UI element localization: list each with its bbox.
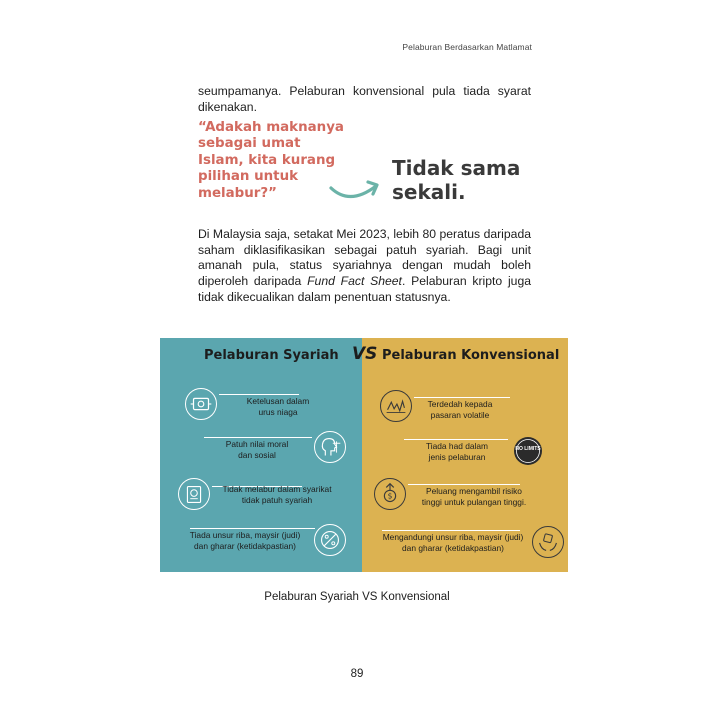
item-line-text: Mengandungi unsur riba, maysir (judi) <box>382 532 524 542</box>
body-line: tidak dikecualikan dalam penentuan statusnya. <box>198 289 451 304</box>
item-line-text: pasaran volatile <box>430 409 490 420</box>
divider-line <box>414 397 510 398</box>
body-line: amanah pula, status syariahnya dengan mudah boleh <box>198 258 531 273</box>
divider-line <box>404 439 508 440</box>
intro-paragraph <box>198 84 531 115</box>
item-line-text: Terdedah kepada <box>427 399 493 409</box>
risk-coin-icon <box>374 478 406 510</box>
syariah-item-text <box>202 439 312 460</box>
item-line-text: Ketelusan dalam <box>246 396 310 406</box>
no-limits-badge-text: NO LIMITS <box>515 446 541 452</box>
item-line-text: dan gharar (ketidakpastian) <box>194 540 296 551</box>
figure-caption: Pelaburan Syariah VS Konvensional <box>264 591 450 603</box>
fund-fact-sheet-term: Fund Fact Sheet <box>307 274 402 289</box>
konvensional-panel <box>362 338 568 572</box>
vs-label: VS <box>352 344 378 364</box>
approved-document-icon <box>178 478 210 510</box>
quote-line: melabur?” <box>198 185 277 201</box>
gambling-hands-icon <box>532 526 564 558</box>
item-line-text: Tidak melabur dalam syarikat <box>222 484 332 494</box>
item-line-text: tidak patuh syariah <box>241 494 313 505</box>
syariah-item-text <box>228 396 328 417</box>
konvensional-item-text <box>406 486 542 507</box>
no-limits-icon <box>512 435 544 467</box>
page-number: 89 <box>350 668 364 680</box>
answer-line: sekali. <box>392 180 466 204</box>
intro-line: seumpamanya. Pelaburan konvensional pula tiada syarat <box>198 84 531 98</box>
item-line-text: dan gharar (ketidakpastian) <box>402 542 504 553</box>
konvensional-item-text <box>418 399 502 420</box>
item-line-text: Tiada had dalam <box>425 441 489 451</box>
body-text: diperoleh daripada <box>198 274 308 289</box>
divider-line <box>382 530 520 531</box>
syariah-panel-title: Pelaburan Syariah <box>204 348 339 363</box>
money-icon <box>185 388 217 420</box>
item-line-text: Peluang mengambil risiko <box>426 486 522 496</box>
syariah-panel <box>160 338 362 572</box>
syariah-item-text <box>212 484 342 505</box>
comparison-infographic <box>160 338 568 572</box>
item-line-text: jenis pelaburan <box>428 451 486 462</box>
answer-heading <box>392 156 520 204</box>
konvensional-item-text <box>412 441 502 462</box>
divider-line <box>219 394 299 395</box>
running-header: Pelaburan Berdasarkan Matlamat <box>402 42 532 52</box>
body-line: saham diklasifikasikan sebagai patuh syariah. Bagi unit <box>198 242 531 257</box>
body-paragraph <box>198 227 531 306</box>
body-text: . Pelaburan kripto juga <box>401 274 531 289</box>
item-line-text: Patuh nilai moral <box>225 439 289 449</box>
item-line-text: urus niaga <box>258 406 298 417</box>
quote-line: sebagai umat <box>198 136 301 152</box>
konvensional-panel-title: Pelaburan Konvensional <box>382 348 560 363</box>
quote-line: pilihan untuk <box>198 169 299 185</box>
body-line: Di Malaysia saja, setakat Mei 2023, lebih 80 peratus daripada <box>198 227 531 241</box>
divider-line <box>204 437 312 438</box>
item-line-text: tinggi untuk pulangan tinggi. <box>421 496 527 507</box>
quote-line: “Adakah maknanya <box>198 120 344 135</box>
curved-arrow-icon <box>328 176 382 202</box>
intro-line: dikenakan. <box>198 99 257 114</box>
divider-line <box>190 528 315 529</box>
volatile-chart-icon <box>380 390 412 422</box>
quote-line: Islam, kita kurang <box>198 152 336 168</box>
item-line-text: Tiada unsur riba, maysir (judi) <box>189 530 301 540</box>
body-line <box>198 274 531 290</box>
percent-forbidden-icon <box>314 524 346 556</box>
svg-text:$: $ <box>387 491 393 501</box>
konvensional-item-text <box>374 532 532 553</box>
item-line-text: dan sosial <box>238 449 276 460</box>
answer-line: Tidak sama <box>392 156 521 180</box>
head-scale-icon <box>314 431 346 463</box>
divider-line <box>408 484 520 485</box>
syariah-item-text <box>180 530 310 551</box>
